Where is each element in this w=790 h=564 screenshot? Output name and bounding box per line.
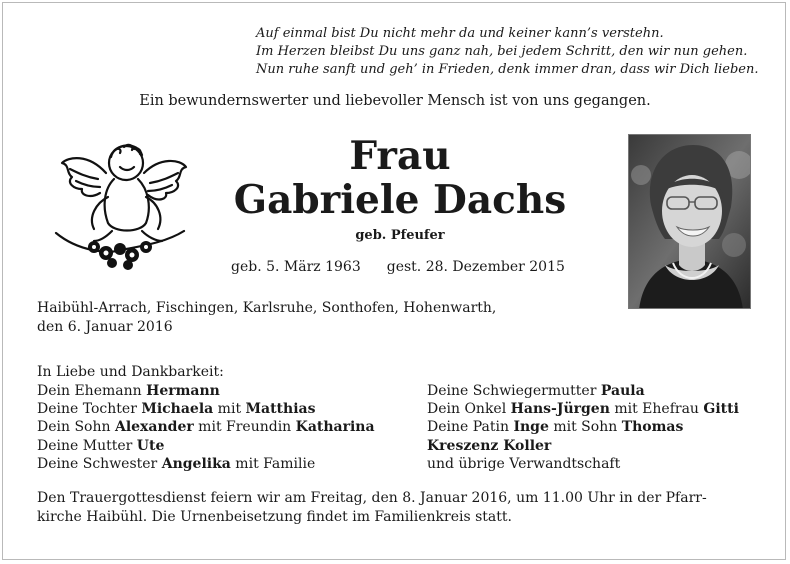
mourner-line: Deine Schwiegermutter Paula	[427, 383, 645, 399]
mourner-line: Dein Ehemann Hermann	[37, 383, 220, 399]
mourners-left-column	[37, 382, 375, 473]
notice-date: den 6. Januar 2016	[37, 319, 173, 335]
birth-date: geb. 5. März 1963	[231, 259, 361, 275]
service-line: Den Trauergottesdienst feiern wir am Freitag, den 8. Januar 2016, um 11.00 Uhr in der Pfarr-	[37, 490, 707, 506]
mourner-line: Dein Onkel Hans-Jürgen mit Ehefrau Gitti	[427, 401, 739, 418]
poem-line: Im Herzen bleibst Du uns ganz nah, bei jedem Schritt, den wir nun gehen.	[256, 44, 748, 59]
mourner-line: Kreszenz Koller	[427, 437, 552, 454]
places-line: Haibühl-Arrach, Fischingen, Karlsruhe, Sonthofen, Hohenwarth,	[37, 300, 497, 316]
places-and-date	[37, 299, 597, 337]
mourner-line: Dein Sohn Alexander mit Freundin Katharina	[37, 419, 375, 436]
death-date: gest. 28. Dezember 2015	[386, 259, 565, 275]
mourner-line: und übrige Verwandtschaft	[427, 455, 621, 472]
mourner-line: Deine Tochter Michaela mit Matthias	[37, 401, 316, 418]
poem-line: Auf einmal bist Du nicht mehr da und keiner kann’s verstehn.	[256, 26, 664, 41]
poem-line: Nun ruhe sanft und geh’ in Frieden, denk immer dran, dass wir Dich lieben.	[256, 62, 759, 77]
salutation: Frau	[349, 133, 451, 179]
service-line: kirche Haibühl. Die Urnenbeisetzung findet im Familienkreis statt.	[37, 509, 512, 525]
portrait-photo	[628, 134, 751, 309]
thanks-heading: In Liebe und Dankbarkeit:	[37, 364, 224, 380]
service-info	[37, 489, 753, 527]
deceased-name: Gabriele Dachs	[233, 177, 567, 223]
mourners-right-column	[427, 382, 739, 473]
mourner-line: Deine Schwester Angelika mit Familie	[37, 455, 316, 472]
mourner-line: Deine Mutter Ute	[37, 437, 165, 454]
mourner-line: Deine Patin Inge mit Sohn Thomas	[427, 419, 684, 436]
angel-with-flowers-icon	[48, 133, 188, 275]
intro-text: Ein bewundernswerter und liebevoller Mensch ist von uns gegangen.	[139, 93, 651, 109]
poem	[256, 25, 766, 79]
maiden-name: geb. Pfeufer	[355, 228, 445, 243]
life-dates	[231, 259, 565, 275]
